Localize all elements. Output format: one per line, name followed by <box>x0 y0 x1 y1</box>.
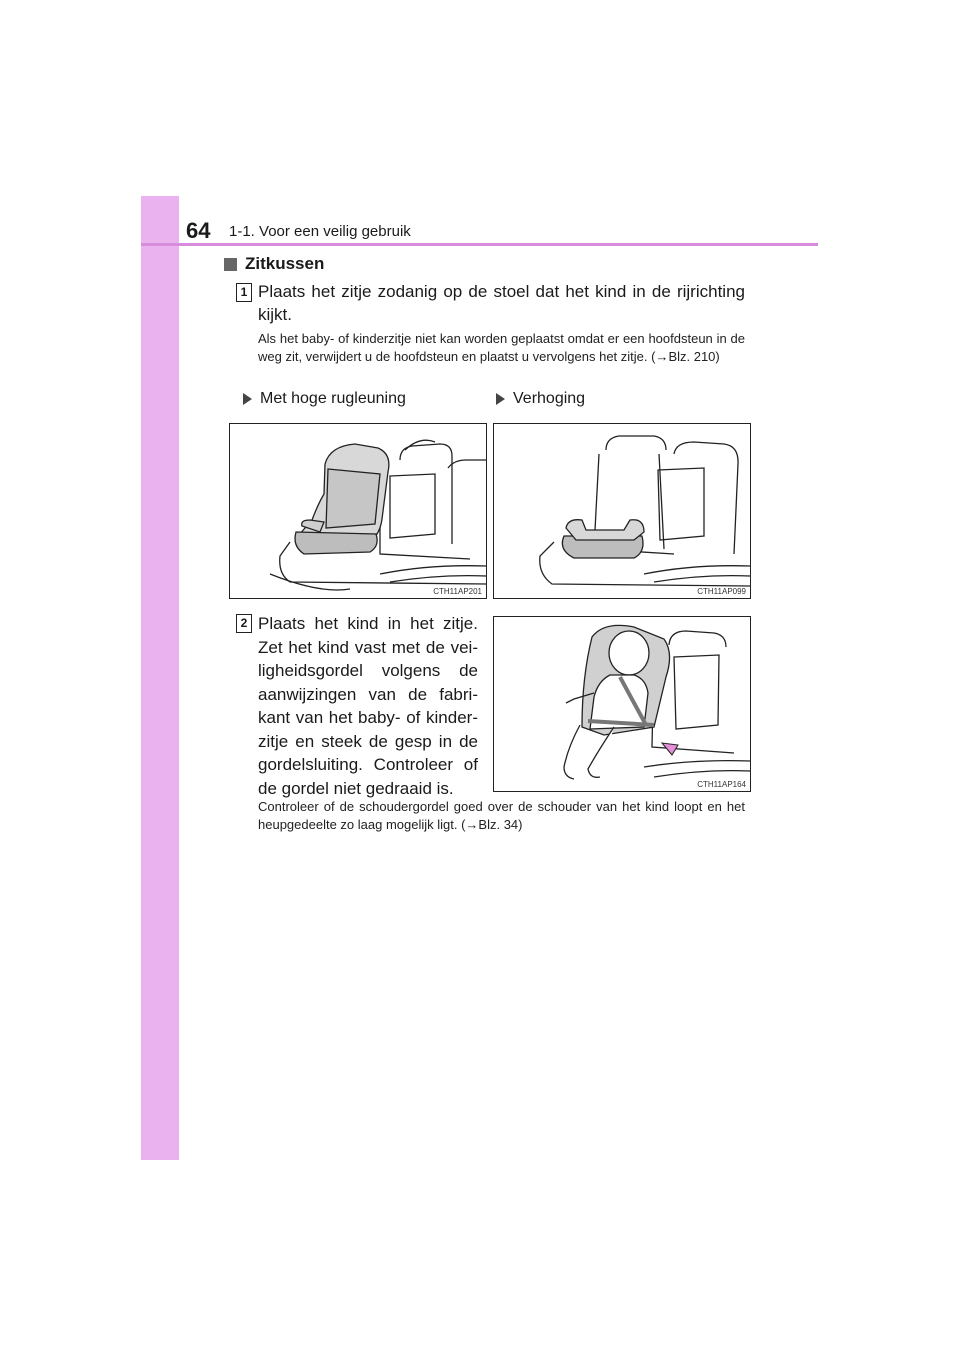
step-1-note: Als het baby- of kinderzitje niet kan worden geplaatst omdat er een hoofdsteun in de weg zit, verwijdert u de hoofdsteun en plaatst u vervolgens het zitje. (→Blz. 210) <box>258 331 745 364</box>
figure-code: CTH11AP164 <box>697 780 746 789</box>
figure-code: CTH11AP201 <box>433 587 482 596</box>
square-bullet-icon <box>224 258 237 271</box>
sidebar-tab <box>141 196 179 1160</box>
figure-high-back-booster <box>229 423 487 599</box>
figure-booster-cushion <box>493 423 751 599</box>
step-number-1: 1 <box>236 283 252 302</box>
subsection-heading <box>224 254 324 274</box>
page-number: 64 <box>186 218 211 243</box>
triangle-bullet-icon <box>243 393 252 405</box>
caption-booster: Verhoging <box>496 390 585 408</box>
step-number-2: 2 <box>236 614 252 633</box>
step-2-note: Controleer of de schoudergordel goed over de schouder van het kind loopt en het heupgedeelte zo laag mogelijk ligt. (→Blz. 34) <box>258 799 745 832</box>
header-divider <box>141 243 818 246</box>
heading-text: Zitkussen <box>245 254 325 273</box>
triangle-bullet-icon <box>496 393 505 405</box>
caption-high-back: Met hoge rugleuning <box>243 390 406 408</box>
step-2-text: Plaats het kind in het zitje. Zet het kind vast met de veiligheidsgordel volgens de aanwijzingen van de fabrikant van het baby- of kinderzitje en steek de gesp in de gordelsluiting. Controleer of de gordel niet gedraaid is. <box>258 614 478 798</box>
figure-code: CTH11AP099 <box>697 587 746 596</box>
figure-child-in-seat <box>493 616 751 792</box>
step-1-text: Plaats het zitje zodanig op de stoel dat het kind in de rijrichting kijkt. <box>258 282 745 324</box>
section-title: 1-1. Voor een veilig gebruik <box>229 223 411 240</box>
